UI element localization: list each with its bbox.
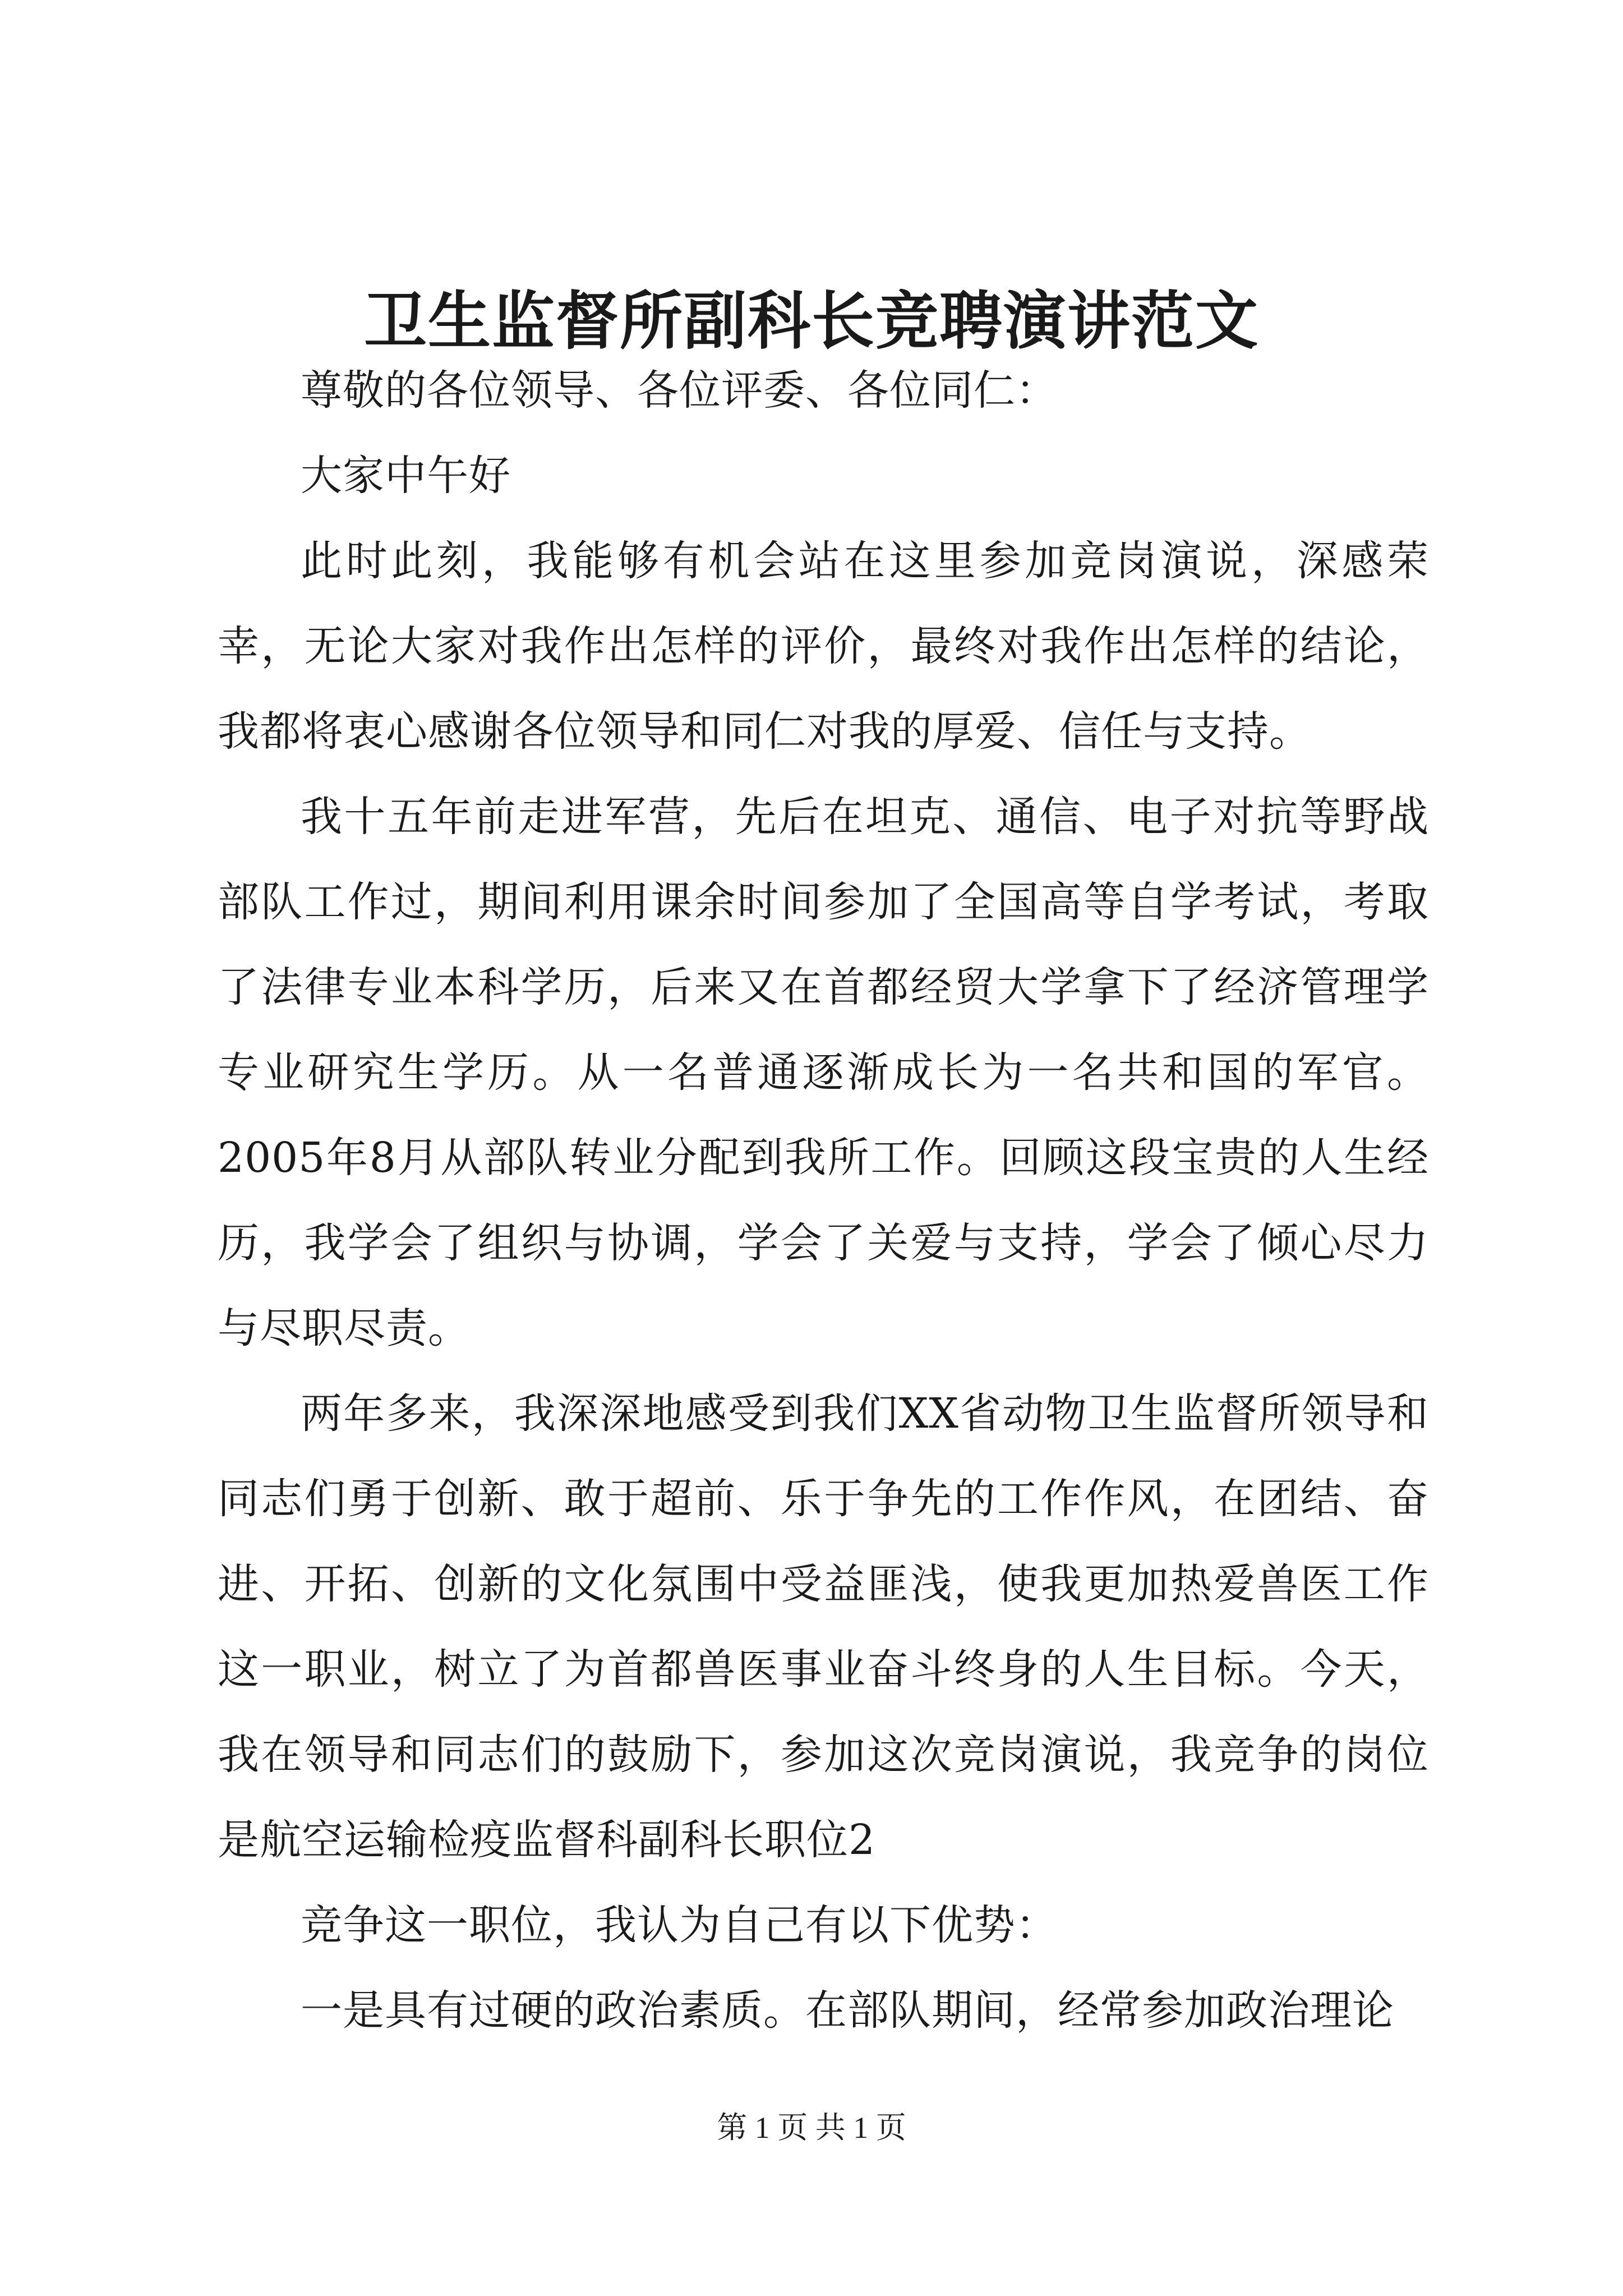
paragraph-advantage-one: 一是具有过硬的政治素质。在部队期间，经常参加政治理论 <box>301 1986 1394 2035</box>
document-body <box>218 348 1429 2053</box>
paragraph-greeting: 大家中午好 <box>301 452 511 500</box>
paragraph-advantages-intro: 竞争这一职位，我认为自己有以下优势： <box>301 1901 1058 1949</box>
paragraph-background: 我十五年前走进军营，先后在坦克、通信、电子对抗等野战部队工作过，期间利用课余时间参加了全国高等自学考试，考取了法律专业本科学历，后来又在首都经贸大学拿下了经济管理学专业研究生学历。从一名普通逐渐成长为一名共和国的军官。2005年8月从部队转业分配到我所工作。回顾这段宝贵的人生经历，我学会了组织与协调，学会了关爱与支持，学会了倾心尽力与尽职尽责。 <box>218 793 1429 1352</box>
document-title: 卫生监督所副科长竞聘演讲范文 <box>364 284 1259 358</box>
paragraph-salutation: 尊敬的各位领导、各位评委、各位同仁： <box>301 366 1058 415</box>
paragraph-gratitude: 此时此刻，我能够有机会站在这里参加竞岗演说，深感荣幸，无论大家对我作出怎样的评价，最终对我作出怎样的结论，我都将衷心感谢各位领导和同仁对我的厚爱、信任与支持。 <box>218 537 1429 756</box>
paragraph-experience: 两年多来，我深深地感受到我们XX省动物卫生监督所领导和同志们勇于创新、敢于超前、乐于争先的工作作风，在团结、奋进、开拓、创新的文化氛围中受益匪浅，使我更加热爱兽医工作这一职业，树立了为首都兽医事业奋斗终身的人生目标。今天，我在领导和同志们的鼓励下，参加这次竞岗演说，我竞争的岗位是航空运输检疫监督科副科长职位2 <box>218 1389 1429 1864</box>
page-footer: 第 1 页 共 1 页 <box>717 2111 906 2145</box>
